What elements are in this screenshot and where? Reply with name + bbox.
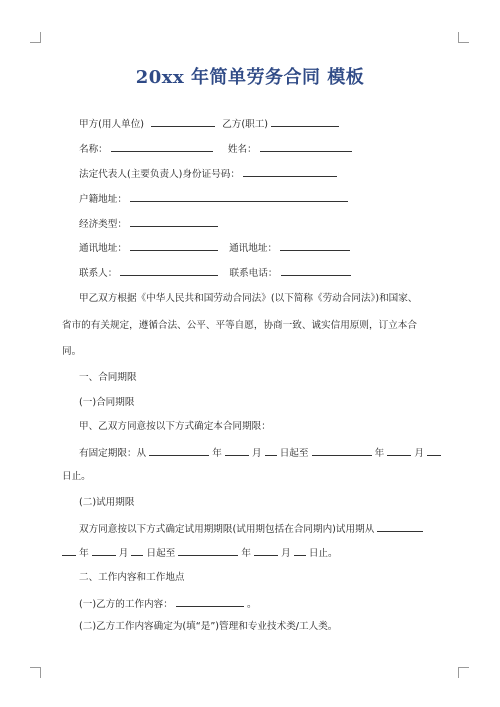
probation-line (79, 522, 423, 536)
probation-start-month-blank[interactable] (92, 546, 116, 556)
period-mark: 。 (246, 599, 257, 610)
party-b-label: 乙方(职工) (222, 119, 269, 130)
name-label: 名称： (79, 144, 108, 155)
month-label-2: 月 (414, 448, 424, 459)
legal-rep-blank[interactable] (243, 167, 337, 177)
party-b-blank[interactable] (271, 117, 339, 127)
year-label: 年 (212, 448, 222, 459)
end-year-blank[interactable] (312, 446, 372, 456)
intro-line-1: 甲乙双方根据《中华人民共和国劳动合同法》(以下简称《劳动合同法》)和国家、 (79, 293, 418, 304)
start-year-blank[interactable] (149, 446, 209, 456)
probation-end-year-blank[interactable] (178, 546, 238, 556)
household-label: 户籍地址： (79, 194, 127, 205)
subsection-1-heading: (一)合同期限 (79, 397, 135, 408)
probation-end-month-blank[interactable] (254, 546, 278, 556)
household-blank[interactable] (130, 192, 348, 202)
subsection-1-text: 甲、乙双方同意按以下方式确定本合同期限： (79, 421, 271, 432)
corner-mark-bottom-left (30, 667, 41, 678)
start-day-blank[interactable] (265, 446, 277, 456)
party-a-label: 甲方(用人单位) (79, 119, 145, 130)
corner-mark-bottom-right (458, 667, 469, 678)
intro-line-2: 省市的有关规定，遵循合法、公平、平等自愿，协商一致、诚实信用原则，订立本合 (62, 320, 417, 331)
name-blank[interactable] (111, 142, 213, 152)
probation-start-day-blank[interactable] (131, 546, 143, 556)
work-content-label: (一)乙方的工作内容： (79, 599, 173, 610)
party-a-blank[interactable] (151, 117, 215, 127)
section-2-heading: 二、工作内容和工作地点 (79, 572, 185, 583)
start-month-blank[interactable] (225, 446, 249, 456)
corner-mark-top-right (458, 32, 469, 43)
intro-line-3: 同。 (62, 346, 82, 357)
year-label-3: 年 (79, 548, 89, 559)
day-from-label-2: 日起至 (146, 548, 176, 559)
month-label: 月 (252, 448, 262, 459)
corner-mark-top-left (30, 32, 41, 43)
legal-rep-label: 法定代表人(主要负责人)身份证号码： (79, 169, 240, 180)
month-label-3: 月 (118, 548, 129, 559)
day-end-label: 日止。 (308, 548, 338, 559)
document-title: 20xx 年简单劳务合同 模板 (135, 67, 365, 88)
section-1-heading: 一、合同期限 (79, 372, 137, 383)
work-content-blank[interactable] (176, 597, 244, 607)
end-month-blank[interactable] (387, 446, 411, 456)
person-name-blank[interactable] (260, 142, 352, 152)
address-label: 通讯地址： (79, 243, 127, 254)
address-label-2: 通讯地址： (229, 243, 278, 254)
work-content-line (79, 597, 257, 611)
fixed-term-prefix: 有固定期限：从 (79, 448, 147, 459)
address-line (79, 241, 350, 255)
probation-end-day-blank[interactable] (294, 546, 306, 556)
name-line (79, 142, 352, 156)
work-type-line: (二)乙方工作内容确定为(填“是”)管理和专业技术类/工人类。 (79, 621, 338, 632)
probation-start-blank[interactable] (377, 522, 423, 532)
phone-label: 联系电话： (229, 268, 278, 279)
household-line (79, 192, 348, 206)
year-label-2: 年 (374, 448, 385, 459)
fixed-term-line (79, 446, 441, 460)
economy-blank[interactable] (130, 217, 218, 227)
economy-label: 经济类型： (79, 219, 127, 230)
contact-blank[interactable] (120, 266, 218, 276)
address-blank[interactable] (130, 241, 218, 251)
end-day-blank[interactable] (427, 446, 441, 456)
month-label-4: 月 (281, 548, 291, 559)
contact-label: 联系人： (79, 268, 118, 279)
day-from-label: 日起至 (279, 448, 309, 459)
probation-start-year-blank[interactable] (62, 546, 76, 556)
phone-blank[interactable] (281, 266, 351, 276)
legal-rep-line (79, 167, 337, 181)
contact-line (79, 266, 351, 280)
party-line (79, 117, 339, 131)
person-name-label: 姓名： (227, 144, 257, 155)
probation-text: 双方同意按以下方式确定试用期期限(试用期包括在合同期内)试用期从 (79, 524, 375, 535)
economy-line (79, 217, 218, 231)
fixed-term-end: 日止。 (62, 471, 91, 482)
year-label-4: 年 (241, 548, 251, 559)
subsection-2-heading: (二)试用期限 (79, 497, 135, 508)
address-blank-2[interactable] (280, 241, 350, 251)
probation-dates-line (62, 546, 338, 560)
